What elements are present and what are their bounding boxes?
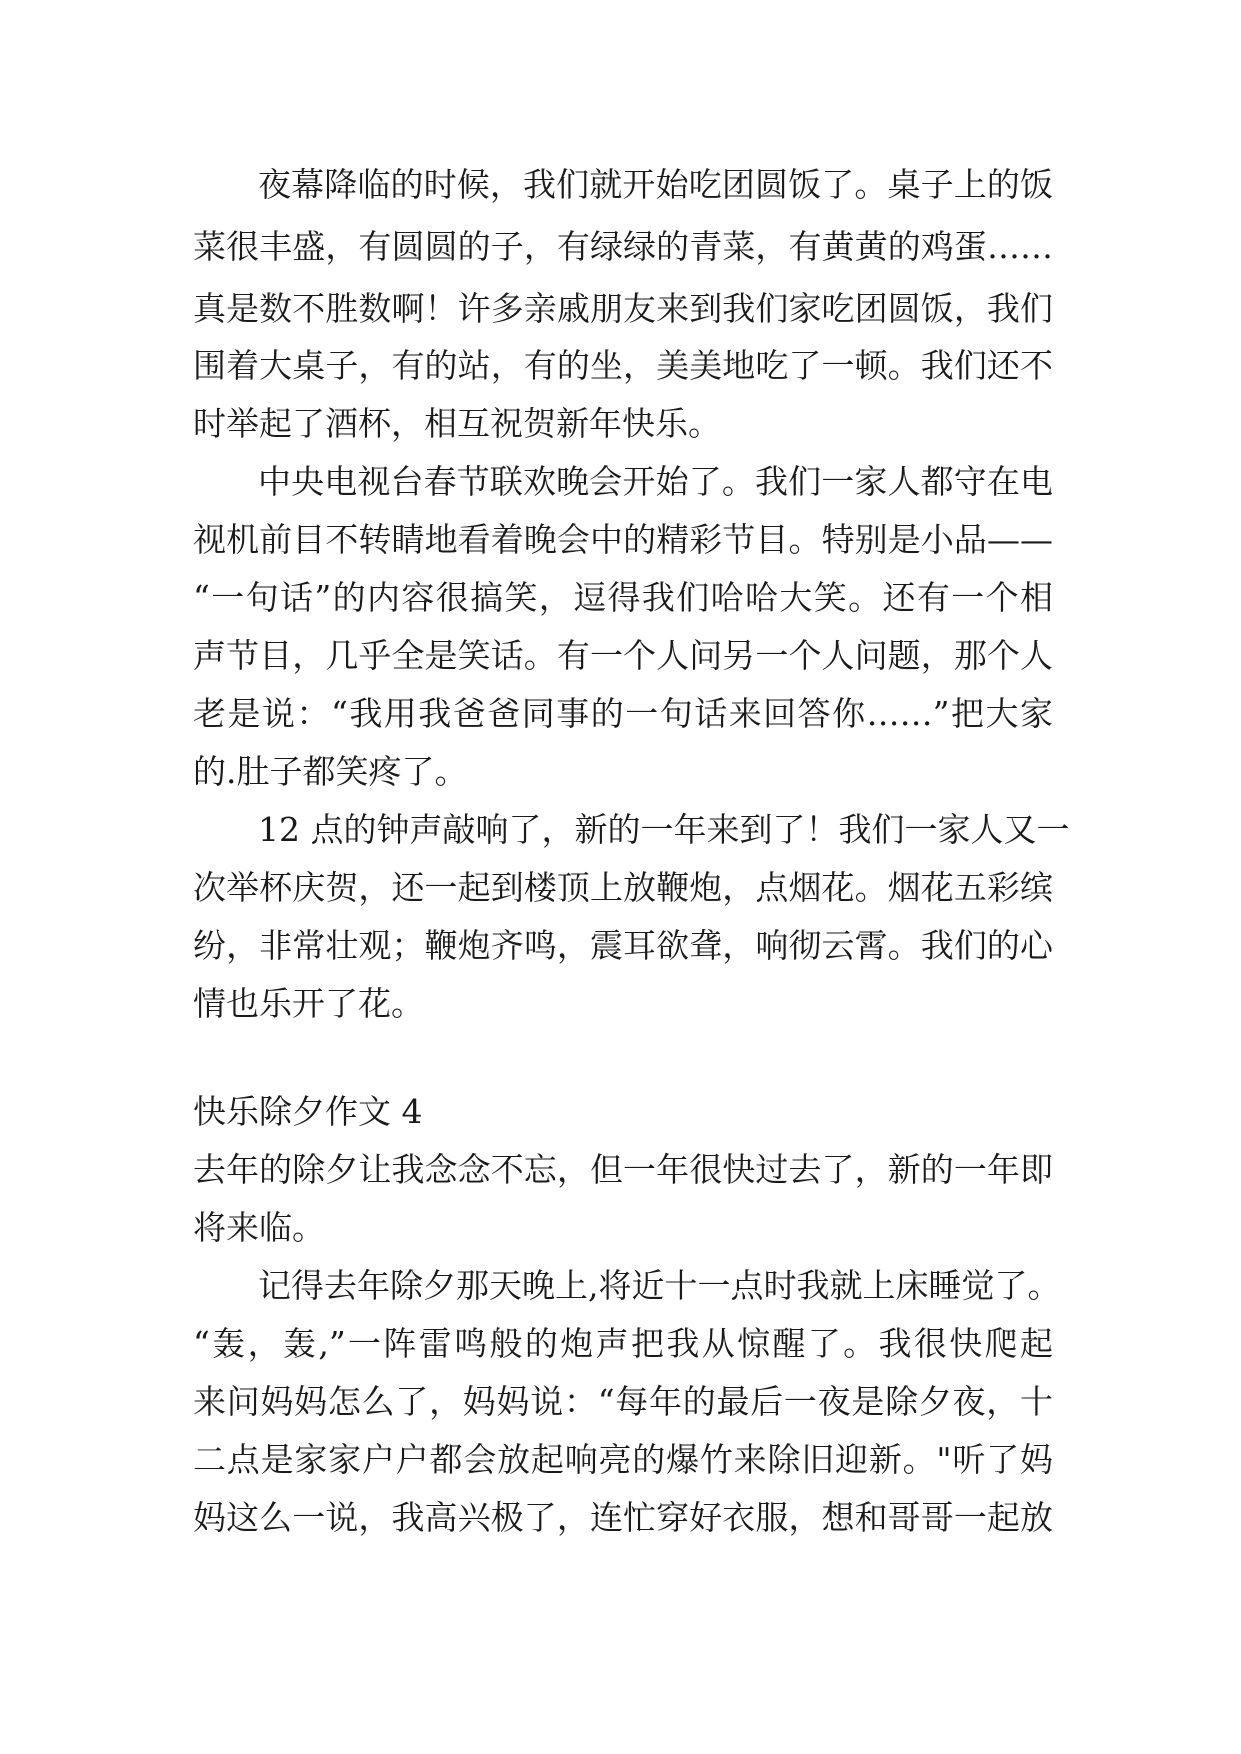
paragraph-5-line-1: 记得去年除夕那天晚上,将近十一点时我就上床睡觉了。 [258, 1266, 1061, 1305]
paragraph-3-line-1: 12 点的钟声敲响了，新的一年来到了！我们一家人又一 [258, 810, 1070, 849]
paragraph-1-line-2: 菜很丰盛，有圆圆的子，有绿绿的青菜，有黄黄的鸡蛋…… [193, 227, 1053, 266]
paragraph-5-line-2: “轰，轰,”一阵雷鸣般的炮声把我从惊醒了。我很快爬起 [193, 1324, 1053, 1363]
paragraph-5-line-4: 二点是家家户户都会放起响亮的爆竹来除旧迎新。"听了妈 [193, 1440, 1053, 1479]
paragraph-1-line-5: 时举起了酒杯，相互祝贺新年快乐。 [193, 404, 721, 443]
paragraph-2-line-6: 的.肚子都笑疼了。 [193, 752, 468, 791]
paragraph-3-line-3: 纷，非常壮观；鞭炮齐鸣，震耳欲聋，响彻云霄。我们的心 [193, 926, 1053, 965]
paragraph-1-line-4: 围着大桌子，有的站，有的坐，美美地吃了一顿。我们还不 [193, 346, 1053, 385]
paragraph-2-line-4: 声节目，几乎全是笑话。有一个人问另一个人问题，那个人 [193, 636, 1053, 675]
paragraph-2-line-5: 老是说：“我用我爸爸同事的一句话来回答你……”把大家 [193, 694, 1053, 733]
paragraph-1-line-3: 真是数不胜数啊！许多亲戚朋友来到我们家吃团圆饭，我们 [193, 289, 1053, 328]
paragraph-4-line-1: 去年的除夕让我念念不忘，但一年很快过去了，新的一年即 [193, 1150, 1053, 1189]
paragraph-3-line-4: 情也乐开了花。 [193, 984, 424, 1023]
section-title: 快乐除夕作文 4 [193, 1092, 423, 1131]
paragraph-5-line-5: 妈这么一说，我高兴极了，连忙穿好衣服，想和哥哥一起放 [193, 1498, 1053, 1537]
paragraph-3-line-2: 次举杯庆贺，还一起到楼顶上放鞭炮，点烟花。烟花五彩缤 [193, 868, 1053, 907]
paragraph-2-line-2: 视机前目不转睛地看着晚会中的精彩节目。特别是小品—— [193, 520, 1053, 559]
paragraph-1-line-1: 夜幕降临的时候，我们就开始吃团圆饭了。桌子上的饭 [258, 165, 1053, 204]
paragraph-2-line-3: “一句话”的内容很搞笑，逗得我们哈哈大笑。还有一个相 [193, 578, 1053, 617]
paragraph-2-line-1: 中央电视台春节联欢晚会开始了。我们一家人都守在电 [258, 462, 1053, 501]
paragraph-4-line-2: 将来临。 [193, 1208, 325, 1247]
paragraph-5-line-3: 来问妈妈怎么了，妈妈说：“每年的最后一夜是除夕夜，十 [193, 1382, 1053, 1421]
